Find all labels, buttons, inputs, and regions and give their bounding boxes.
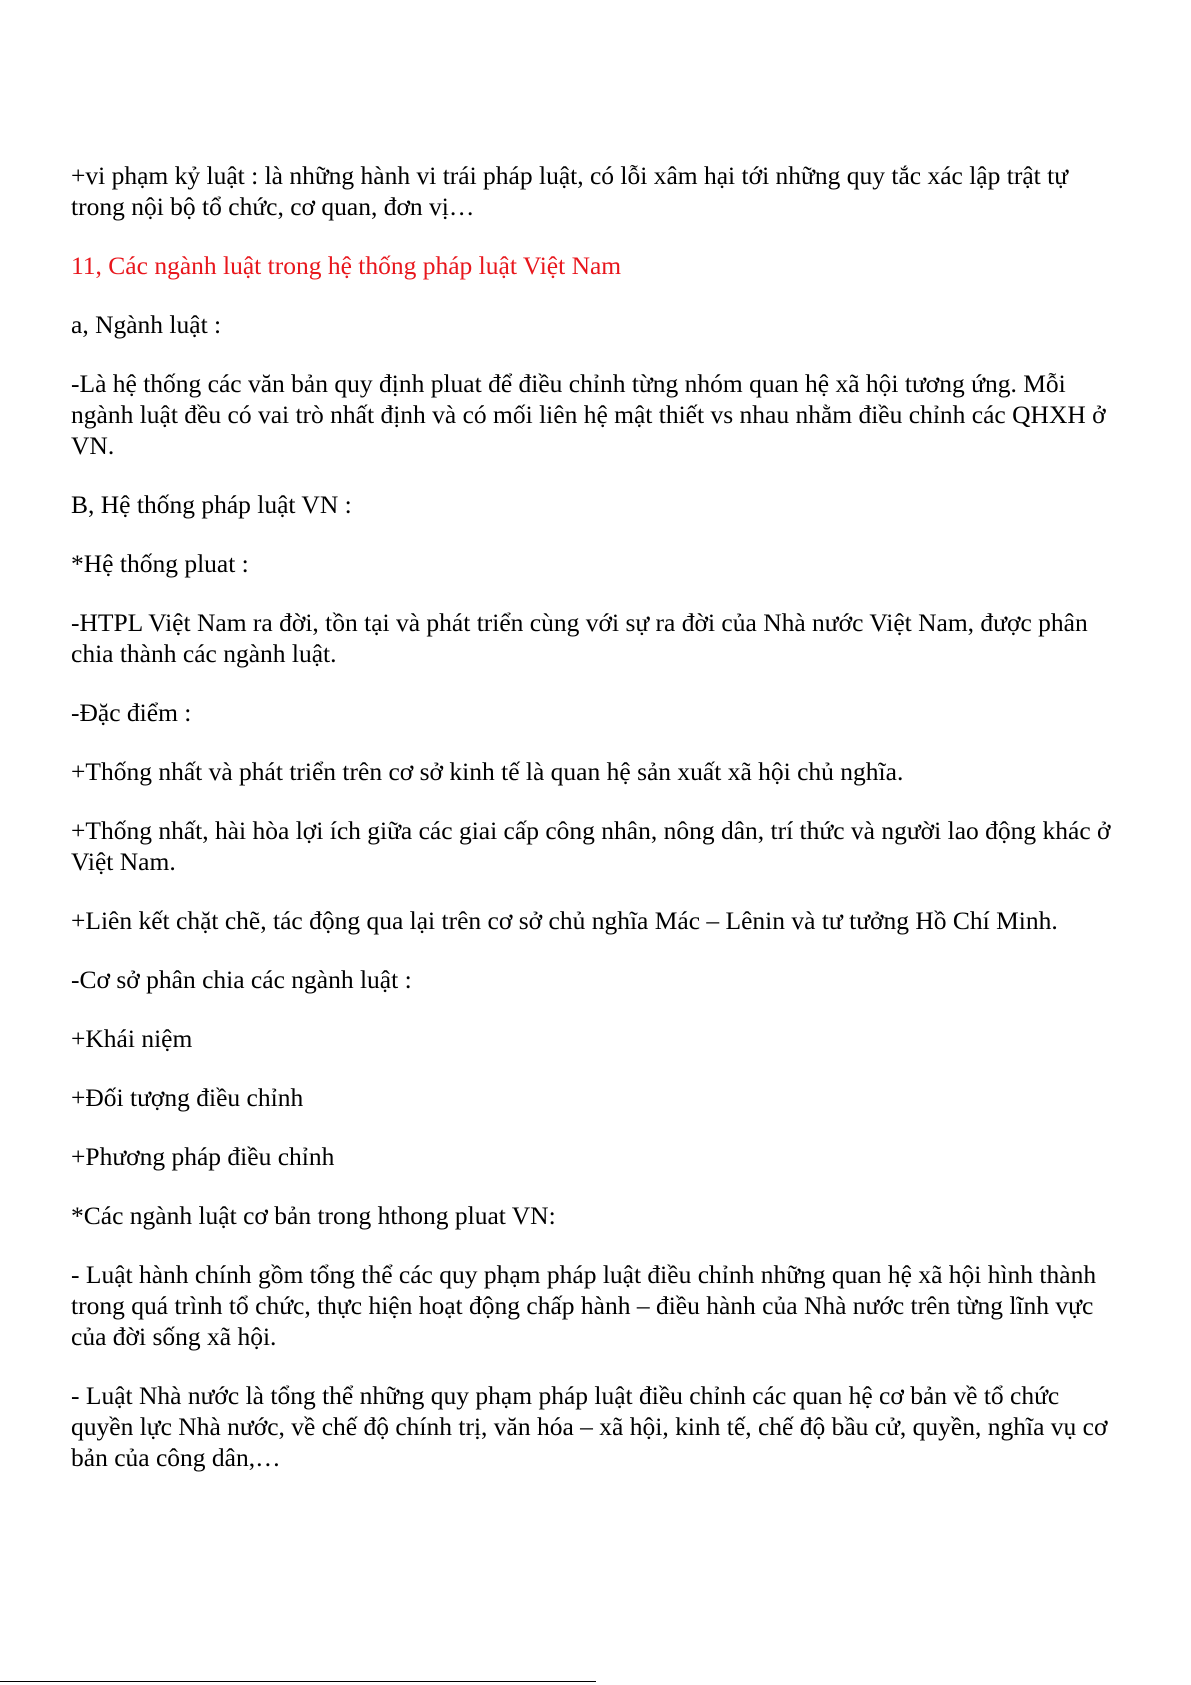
paragraph-luat-nha-nuoc: - Luật Nhà nước là tổng thể những quy phạm pháp luật điều chỉnh các quan hệ cơ bản về tổ chức quyền lực Nhà nước, về chế độ chính trị, văn hóa – xã hội, kinh tế, chế độ bầu cử, quyền, nghĩa vụ cơ bản của công dân,… <box>71 1381 1108 1472</box>
paragraph-disciplinary-violation: +vi phạm kỷ luật : là những hành vi trái pháp luật, có lỗi xâm hại tới những quy tắc xác lập trật tự trong nội bộ tổ chức, cơ quan, đơn vị… <box>71 161 1069 221</box>
subheading-a-nganh-luat: a, Ngành luật : <box>71 310 222 339</box>
paragraph-definition: -Là hệ thống các văn bản quy định pluat để điều chỉnh từng nhóm quan hệ xã hội tương ứng. Mỗi ngành luật đều có vai trò nhất định và có mối liên hệ mật thiết vs nhau nhằm điều chỉnh các QHXH ở VN. <box>71 369 1106 460</box>
list-item-feature-1: +Thống nhất và phát triển trên cơ sở kinh tế là quan hệ sản xuất xã hội chủ nghĩa. <box>71 757 904 786</box>
list-item-phuong-phap: +Phương pháp điều chỉnh <box>71 1142 335 1171</box>
list-item-feature-2: +Thống nhất, hài hòa lợi ích giữa các giai cấp công nhân, nông dân, trí thức và người lao động khác ở Việt Nam. <box>71 816 1111 876</box>
paragraph-dac-diem: -Đặc điểm : <box>71 698 192 727</box>
list-item-doi-tuong: +Đối tượng điều chỉnh <box>71 1083 304 1112</box>
section-heading-11: 11, Các ngành luật trong hệ thống pháp luật Việt Nam <box>71 251 622 280</box>
document-body <box>71 160 1116 1501</box>
paragraph-htpl-origin: -HTPL Việt Nam ra đời, tồn tại và phát triển cùng với sự ra đời của Nhà nước Việt Nam, được phân chia thành các ngành luật. <box>71 608 1088 668</box>
list-item-khai-niem: +Khái niệm <box>71 1024 193 1053</box>
paragraph-co-so-phan-chia: -Cơ sở phân chia các ngành luật : <box>71 965 412 994</box>
paragraph-cac-nganh-luat: *Các ngành luật cơ bản trong hthong pluat VN: <box>71 1201 556 1230</box>
paragraph-luat-hanh-chinh: - Luật hành chính gồm tổng thể các quy phạm pháp luật điều chỉnh những quan hệ xã hội hình thành trong quá trình tổ chức, thực hiện hoạt động chấp hành – điều hành của Nhà nước trên từng lĩnh vực của đời sống xã hội. <box>71 1260 1097 1351</box>
paragraph-he-thong-pluat: *Hệ thống pluat : <box>71 549 249 578</box>
footer-divider <box>0 1681 596 1682</box>
list-item-feature-3: +Liên kết chặt chẽ, tác động qua lại trên cơ sở chủ nghĩa Mác – Lênin và tư tưởng Hồ Chí Minh. <box>71 906 1058 935</box>
subheading-b-he-thong: B, Hệ thống pháp luật VN : <box>71 490 352 519</box>
